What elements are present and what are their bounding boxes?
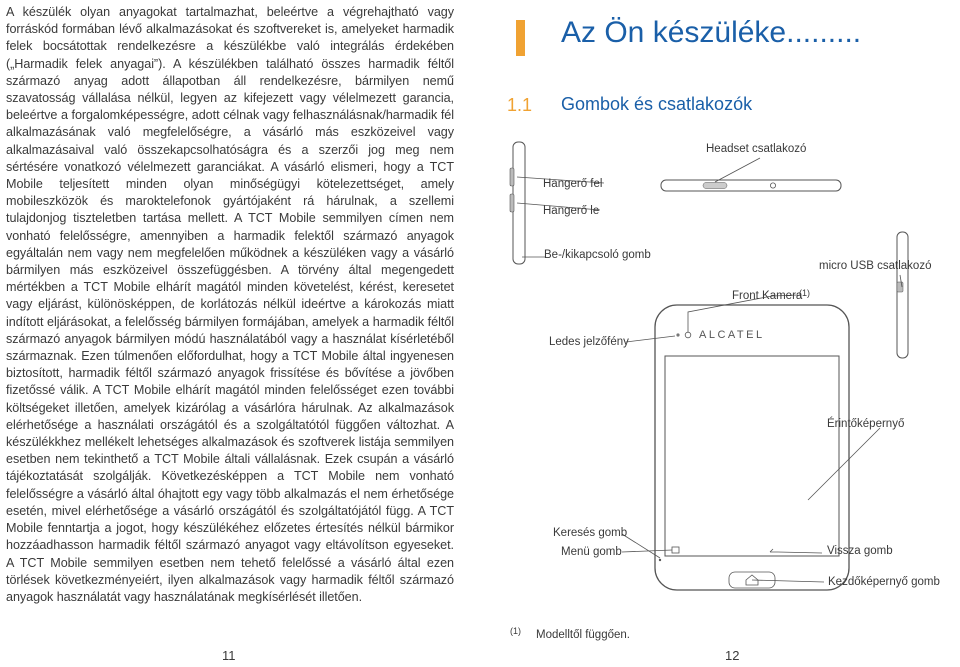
- search-key: [659, 559, 661, 561]
- label-volume-up: Hangerő fel: [543, 178, 603, 190]
- footnote-mark: (1): [510, 626, 521, 636]
- label-power-button: Be-/kikapcsoló gomb: [544, 249, 651, 261]
- disclaimer-paragraph: A készülék olyan anyagokat tartalmazhat, beleértve a végrehajtható vagy forráskód formában lévő alkalmazásokat és szoftvereket is, amelyeket harmadik felek bocsátottak rendelkezésre a készülékbe való integrálás érdekében („Harmadik felek anyagai”). A készülékben található összes harmadik féltől származó anyag adott állapotban áll rendelkezésre, bármilyen nemű szavatosság vállalása nélkül, legyen az kifejezett vagy vélelmezett garancia, beleértve a forgalomképességre, adott célnak vagy felhasználásnak/harmadik fél alkalmazásának való megfelelőségre, a vásárló más eszközeivel vagy alkalmazásaival való összekapcsolhatóságra és a szerzői jog meg nem sértésére vonatkozó vélelmezett garanciákat. A vásárló elismeri, hogy a TCT Mobile teljesített minden olyan minőségügyi kötelezettséget, amely mobileszközök és maroktelefonok gyártójaként rá hárulnak, a szellemi tulajdonjog tiszteletben tartása mellett. A TCT Mobile semmilyen címen nem vonható felelősségre, amennyiben a harmadik felektől származó anyagok egyáltalán nem vagy nem megfelelően működnek a készüléken vagy a vásárló bármilyen más eszközeivel összefüggésben. A törvény által megengedett mértékben a TCT Mobile elhárít magától minden követelést, kérést, keresetet vagy eljárást, különösképpen, de korlátozás nélkül ideértve a károkozás miatt indított eljárásokat, a felelősség bármilyen formájában, amelyek a harmadik féltől származó anyagok bármilyen módú használatából vagy a használat kísérletéből származnak. Ezen túlmenően előfordulhat, hogy a TCT Mobile által ingyenesen biztosított, harmadik féltől származó anyagok frissítése és bővítése a jövőben fizetőssé válik. A TCT Mobile elhárít magától minden felelősséget ezen további költségeket illetően, amelyek kizárólag a vásárlóra hárulnak. Az alkalmazások elérhetősége a használati országától és a szolgáltatótól függően változhat. A készülékkhez mellékelt lehetséges alkalmazások és szoftverek listája semmilyen esetben nem tekinthető a TCT Mobile általi vállalásnak. Ezek csupán a vásárló tájékoztatását szolgálják. Következésképpen a TCT Mobile nem vonható felelősségre a vásárló által óhajtott egy vagy több alkalmazás el nem érhetősége esetén, mivel elérhetősége a vásárló országától és szolgáltatójától függ. A TCT Mobile fenntartja a jogot, hogy készülékéhez előzetes értesítés nélkül bármikor hozzáadhasson harmadik féltől származó anyagot vagy eltávolítson egyeseket. A TCT Mobile semmilyen esetben nem tehető felelőssé a vásárló által ezen törlések következményeiért, ilyen alkalmazások vagy harmadik féltől származó anyagok használatát vagy használatának megkísérlését illetően.: [6, 5, 454, 604]
- label-menu-button: Menü gomb: [561, 546, 622, 558]
- phone-front-view: [655, 305, 849, 590]
- label-front-camera: Front Kamera: [732, 290, 803, 302]
- phone-right-side-view: [897, 232, 908, 358]
- label-micro-usb: micro USB csatlakozó: [819, 260, 932, 272]
- label-search-button: Keresés gomb: [553, 527, 628, 539]
- section-title: Gombok és csatlakozók: [561, 94, 753, 114]
- phone-top-view: [661, 180, 841, 191]
- label-headset: Headset csatlakozó: [706, 143, 807, 155]
- label-back-button: Vissza gomb: [827, 545, 893, 557]
- section-number: 1.1: [507, 95, 533, 115]
- label-led: Ledes jelzőfény: [549, 336, 629, 348]
- chapter-title: Az Ön készüléke.........: [561, 16, 862, 49]
- page-number-right: 12: [725, 648, 740, 663]
- front-camera-footnote-mark: (1): [799, 288, 810, 298]
- label-touchscreen: Érintőképernyő: [827, 418, 905, 430]
- page-number-left: 11: [222, 648, 236, 663]
- brand-logo: ALCATEL: [699, 329, 765, 341]
- label-volume-down: Hangerő le: [543, 205, 600, 217]
- footnote-text: Modelltől függően.: [536, 629, 630, 641]
- label-home-button: Kezdőképernyő gomb: [828, 576, 940, 588]
